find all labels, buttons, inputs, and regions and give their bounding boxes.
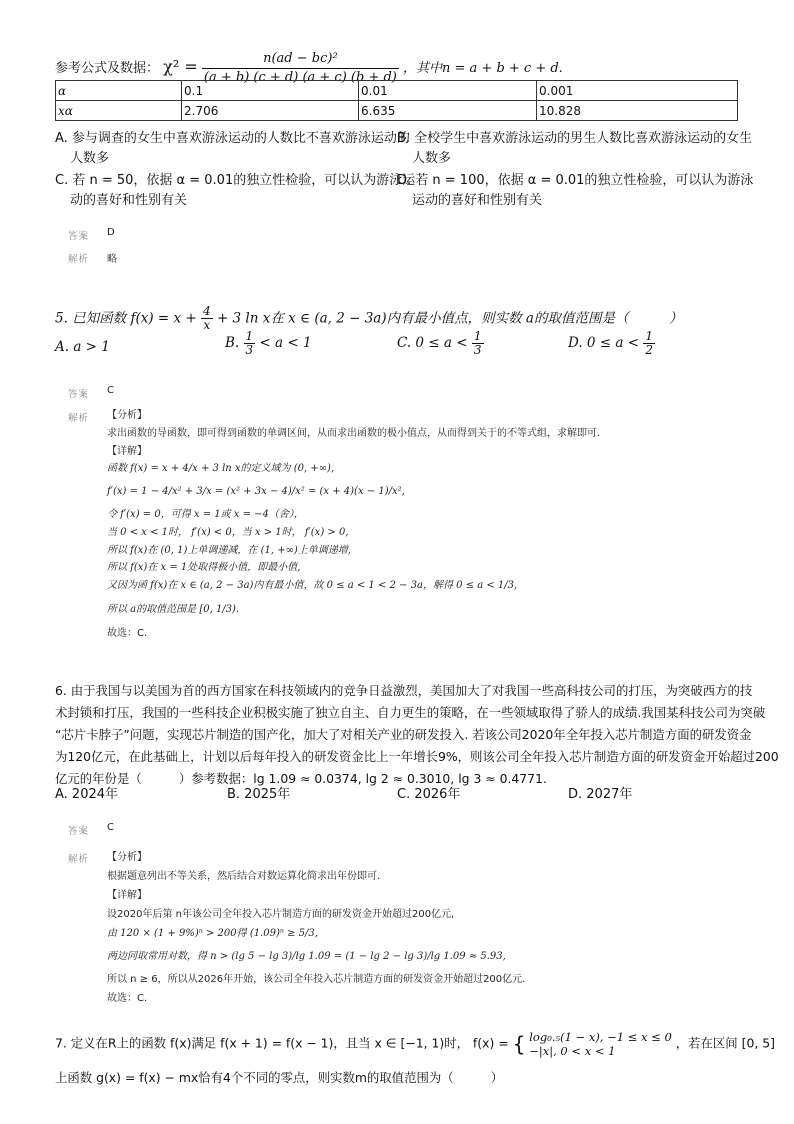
analysis-line: 两边同取常用对数，得 n > (lg 5 − lg 3)/lg 1.09 = (1 − lg 2 − lg 3)/lg 1.09 ≈ 5.93,	[107, 951, 506, 962]
q7-case2: −|x|, 0 < x < 1	[529, 1044, 616, 1058]
q5-option-c-num: 1	[473, 329, 482, 343]
table-cell: 6.635	[359, 101, 537, 121]
table-cell: 2.706	[182, 101, 359, 121]
table-cell: 10.828	[537, 101, 738, 121]
q4-answer: D	[107, 227, 115, 238]
table-row	[56, 81, 738, 101]
analysis-line: 故选：C.	[107, 993, 148, 1004]
q5-option-b-den: 3	[245, 343, 254, 357]
q6-answer: C	[107, 822, 114, 833]
q4-option-d-line2: 运动的喜好和性别有关	[412, 193, 543, 208]
analysis-line: 【详解】	[107, 445, 147, 457]
analysis-line: 函数 f(x) = x + 4/x + 3 ln x的定义域为 (0, +∞),	[107, 463, 335, 475]
q7-piecewise	[529, 1030, 672, 1058]
brace-icon: {	[512, 1032, 526, 1056]
analysis-line: 所以 f(x)在 x = 1处取得极小值，即最小值,	[107, 562, 301, 574]
q6-stem-line: 6. 由于我国与以美国为首的西方国家在科技领域内的竞争日益激烈，美国加大了对我国一些高科技公司的打压，为突破西方的技	[55, 683, 753, 698]
q7-case1: log₀.₅(1 − x), −1 ≤ x ≤ 0	[529, 1030, 672, 1044]
analysis-line: 当 0 < x < 1时， f′(x) < 0，当 x > 1时， f′(x) > 0,	[107, 526, 349, 538]
analysis-line: 所以 n ≥ 6，所以从2026年开始，该公司全年投入芯片制造方面的研发资金开始超过200亿元.	[107, 974, 526, 985]
q5-stem-part1: 5. 已知函数 f(x) = x +	[55, 310, 197, 327]
q4-option-b-line2: 人数多	[412, 151, 452, 166]
analysis-line: 故选：C.	[107, 627, 148, 639]
analysis-line: 【详解】	[107, 890, 147, 901]
q4-option-a-line2: 人数多	[70, 151, 110, 166]
q4-option-b-line1: B. 全校学生中喜欢游泳运动的男生人数比喜欢游泳运动的女生	[397, 131, 753, 146]
analysis-label: 解析	[68, 413, 90, 424]
q5-option-d-num: 1	[645, 329, 653, 343]
q6-option-a: A. 2024年	[55, 787, 119, 802]
formula-prefix: 参考公式及数据：	[55, 61, 160, 76]
reference-table	[55, 80, 738, 121]
analysis-line: 【分析】	[107, 852, 147, 863]
q6-stem-line: 术封锁和打压，我国的一些科技企业积极实施了独立自主、自力更生的策略，在一些领域取得了骄人的成绩.我国某科技公司为突破	[55, 705, 766, 720]
analysis-label: 解析	[68, 854, 90, 865]
table-cell: 0.1	[182, 81, 359, 101]
q5-option-c-den: 3	[473, 343, 482, 357]
analysis-label: 解析	[68, 254, 90, 265]
q5-stem	[55, 305, 682, 332]
q4-option-d-line1: D. 若 n = 100，依据 α = 0.01的独立性检验，可以认为游泳	[397, 173, 754, 188]
q7-line2: 上函数 g(x) = f(x) − mx恰有4个不同的零点，则实数m的取值范围为（ ）	[55, 1070, 504, 1085]
formula-numerator: n(ad − bc)²	[202, 50, 399, 69]
q5-stem-part2: + 3 ln x在 x ∈ (a, 2 − 3a)内有最小值点，则实数 a的取值范围是（ ）	[216, 310, 683, 327]
q5-stem-frac-den: x	[203, 318, 211, 332]
q6-stem	[55, 680, 779, 790]
analysis-line: 求出函数的导函数，即可得到函数的单调区间，从而求出函数的极小值点，从而得到关于的不等式组，求解即可.	[107, 427, 601, 439]
formula-denominator: (a + b) (c + d) (a + c) (b + d)	[203, 70, 397, 85]
q4-analysis: 略	[107, 254, 117, 265]
q5-option-b	[225, 330, 312, 357]
q5-option-b-prefix: B.	[225, 335, 240, 351]
analysis-line: 令 f′(x) = 0，可得 x = 1或 x = −4（舍），	[107, 508, 304, 520]
answer-label: 答案	[68, 826, 90, 837]
q5-answer: C	[107, 385, 114, 396]
q7-stem	[55, 1030, 775, 1058]
q5-option-d-fraction	[643, 330, 655, 357]
q5-option-d-prefix: D. 0 ≤ a <	[568, 335, 640, 351]
q6-option-d: D. 2027年	[568, 787, 633, 802]
q5-option-b-suffix: < a < 1	[259, 335, 312, 351]
analysis-line: f′(x) = 1 − 4/x² + 3/x = (x² + 3x − 4)/x² = (x + 4)(x − 1)/x²,	[107, 486, 405, 498]
analysis-line: 由 120 × (1 + 9%)ⁿ > 200得 (1.09)ⁿ ≥ 5/3,	[107, 928, 318, 939]
table-cell: α	[56, 81, 182, 101]
q6-option-b: B. 2025年	[227, 787, 291, 802]
table-row	[56, 101, 738, 121]
q5-option-a: A. a > 1	[55, 339, 110, 355]
q5-option-d-den: 2	[645, 343, 653, 357]
table-cell: xα	[56, 101, 182, 121]
q6-stem-line: 亿元的年份是（ ）参考数据：lg 1.09 ≈ 0.0374, lg 2 ≈ 0.3010, lg 3 ≈ 0.4771.	[55, 771, 547, 786]
analysis-line: 所以 a的取值范围是 [0, 1/3).	[107, 603, 240, 615]
q5-analysis-block	[107, 407, 600, 643]
q5-option-c	[397, 330, 484, 357]
q5-stem-frac-num: 4	[203, 304, 211, 318]
q6-analysis-block	[107, 848, 525, 1008]
q5-option-c-fraction	[472, 330, 484, 357]
q4-option-c-line2: 动的喜好和性别有关	[70, 193, 188, 208]
q6-stem-line: “芯片卡脖子”问题，实现芯片制造的国产化，加大了对相关产业的研发投入. 若该公司2020年全年投入芯片制造方面的研发资金	[55, 727, 752, 742]
q7-line1-end: ，若在区间 [0, 5]	[675, 1035, 775, 1051]
q5-option-b-num: 1	[245, 329, 254, 343]
analysis-line: 【分析】	[107, 410, 147, 421]
analysis-line: 所以 f(x)在 (0, 1)上单调递减，在 (1, +∞)上单调递增,	[107, 544, 351, 556]
q6-option-c: C. 2026年	[397, 787, 461, 802]
q5-option-b-fraction	[244, 330, 256, 357]
analysis-line: 根据题意列出不等关系，然后结合对数运算化简求出年份即可.	[107, 871, 381, 882]
q7-line1: 7. 定义在R上的函数 f(x)满足 f(x + 1) = f(x − 1)，且当 x ∈ [−1, 1)时， f(x) =	[55, 1035, 509, 1051]
q6-stem-line: 为120亿元，在此基础上，计划以后每年投入的研发资金比上一年增长9%，则该公司全年投入芯片制造方面的研发资金开始超过200	[55, 749, 779, 764]
analysis-line: 又因为函 f(x)在 x ∈ (a, 2 − 3a)内有最小值，故 0 ≤ a < 1 < 2 − 3a，解得 0 ≤ a < 1/3,	[107, 580, 518, 592]
table-cell: 0.001	[537, 81, 738, 101]
q5-option-c-prefix: C. 0 ≤ a <	[397, 335, 468, 351]
table-cell: 0.01	[359, 81, 537, 101]
q4-option-a-line1: A. 参与调查的女生中喜欢游泳运动的人数比不喜欢游泳运动的	[55, 131, 410, 146]
chi-square-symbol: χ² =	[163, 57, 198, 76]
q5-option-d	[568, 330, 655, 357]
answer-label: 答案	[68, 389, 90, 400]
answer-label: 答案	[68, 231, 90, 242]
analysis-line: 设2020年后第 n年该公司全年投入芯片制造方面的研发资金开始超过200亿元,	[107, 909, 455, 920]
q5-stem-fraction	[201, 305, 213, 332]
formula-suffix: ，其中n = a + b + c + d.	[403, 61, 563, 76]
q4-option-c-line1: C. 若 n = 50，依据 α = 0.01的独立性检验，可以认为游泳运	[55, 173, 416, 188]
